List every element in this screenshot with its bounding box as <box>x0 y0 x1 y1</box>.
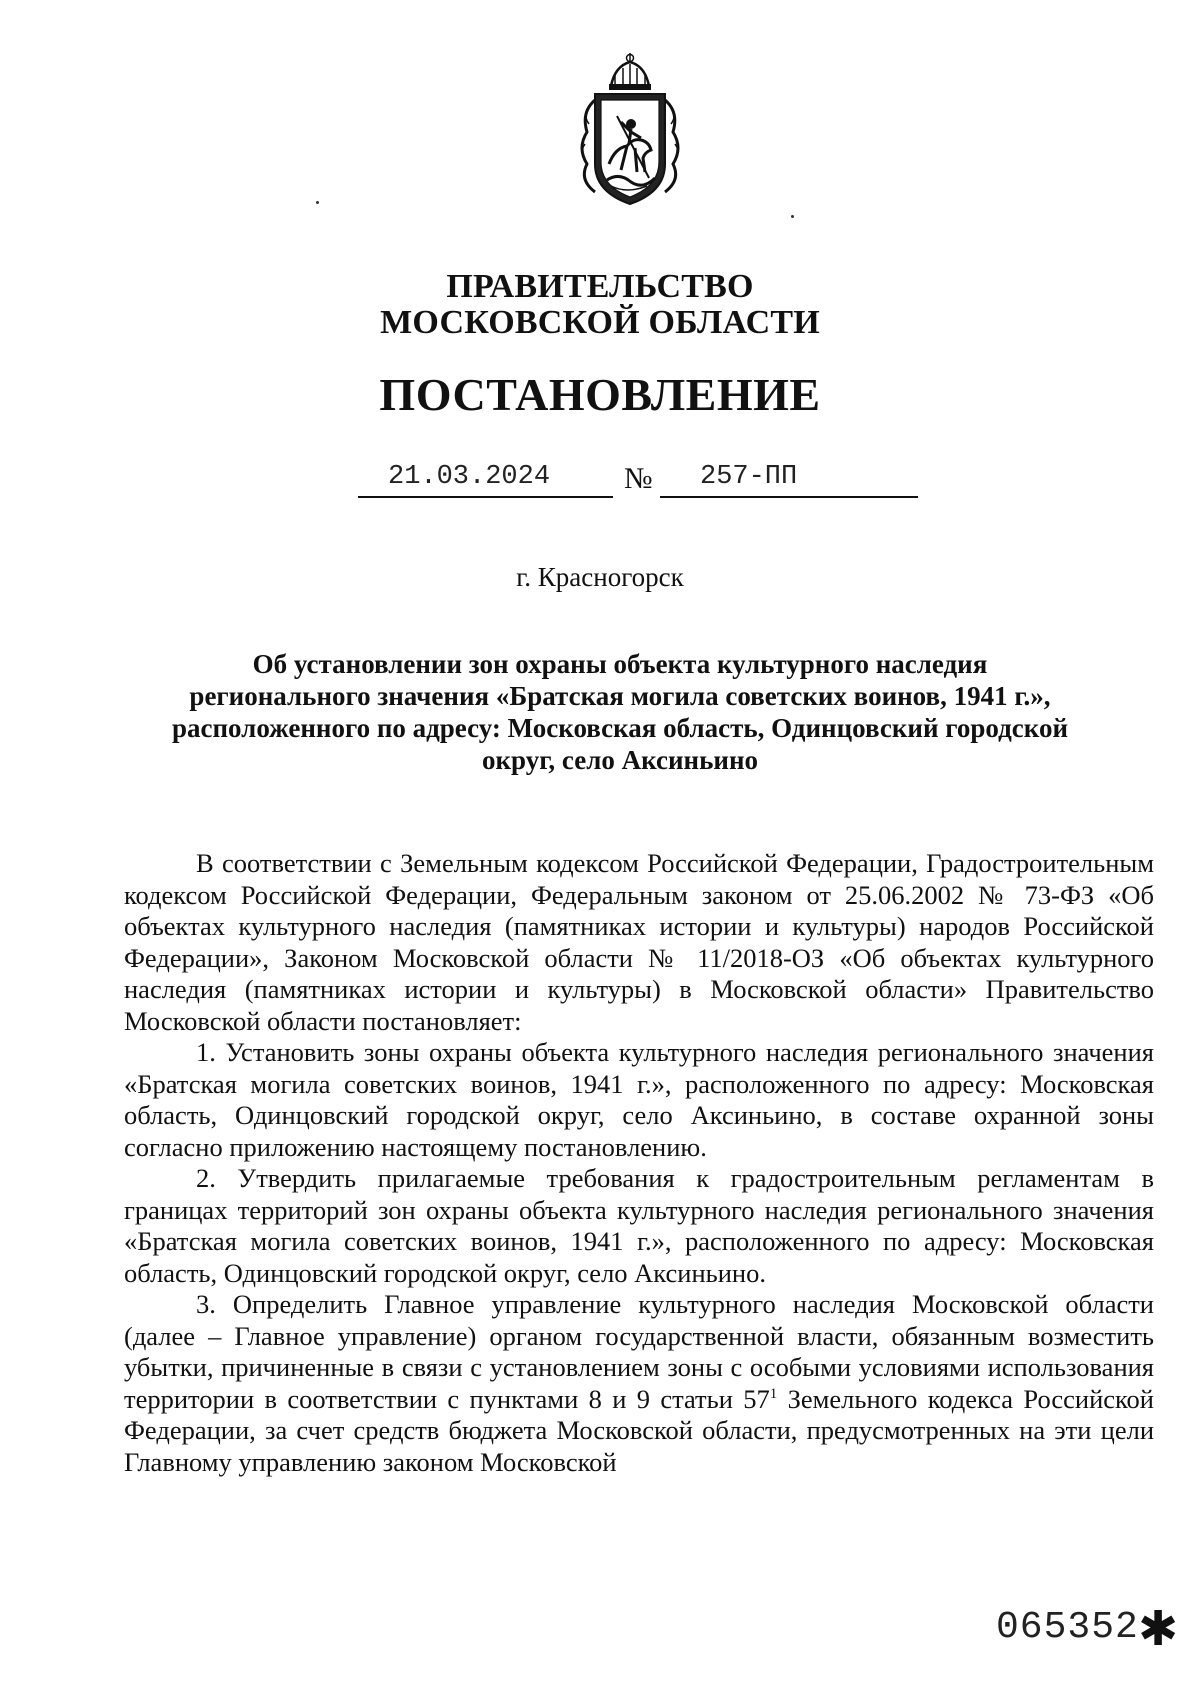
decree-body <box>124 848 1154 1478</box>
city-name: г. Красногорск <box>516 562 684 592</box>
moscow-oblast-coat-of-arms <box>571 52 689 212</box>
preamble-paragraph: В соответствии с Земельным кодексом Российской Федерации, Градостроительным кодексом Российской Федерации, Федеральным законом от 25.06.2002 № 73-ФЗ «Об объектах культурного наследия (памятниках истории и культуры) народов Российской Федерации», Законом Московской области № 11/2018-ОЗ «Об объектах культурного наследия (памятниках истории и культуры) в Московской области» Правительство Московской области постановляет: <box>124 848 1154 1036</box>
registration-date: 21.03.2024 <box>388 462 551 492</box>
number-sign: № <box>624 462 653 495</box>
subject-line: округ, село Аксиньино <box>482 745 758 775</box>
scan-speck <box>791 215 794 218</box>
clause-1-paragraph: 1. Установить зоны охраны объекта культурного наследия регионального значения «Братская могила советских воинов, 1941 г.», расположенного по адресу: Московская область, Одинцовский городской округ, село Аксиньино, в составе охранной зоны согласно приложению настоящему постановлению. <box>124 1037 1154 1162</box>
document-type-title: ПОСТАНОВЛЕНИЕ <box>379 369 821 420</box>
registration-row <box>0 462 1200 502</box>
asterisk-mark-icon: ✱ <box>1138 1603 1179 1656</box>
subject-line: регионального значения «Братская могила советских воинов, 1941 г.», <box>189 681 1051 711</box>
subject-line: расположенного по адресу: Московская область, Одинцовский городской <box>171 713 1069 743</box>
clause-3-text-start: 3. Определить Главное управление культурного наследия Московской области (далее – Главное управление) органом государственной власти, обязанным возместить убытки, причиненные в связи с установлением зоны с особыми условиями использования территории в соответствии с пунктами 8 и 9 статьи 57 <box>124 1289 1154 1414</box>
date-underline <box>358 496 613 498</box>
form-serial-number: 065352 <box>996 1606 1139 1649</box>
clause-2-paragraph: 2. Утвердить прилагаемые требования к градостроительным регламентам в границах территорий зон охраны объекта культурного наследия регионального значения «Братская могила советских воинов, 1941 г.», расположенного по адресу: Московская область, Одинцовский городской округ, село Аксиньино. <box>124 1163 1154 1288</box>
clause-3-text-end: Земельного кодекса Российской Федерации, за счет средств бюджета Московской области, предусмотренных на эти цели Главному управлению законом Московской <box>124 1383 1154 1477</box>
scan-speck <box>316 201 319 204</box>
number-underline <box>660 496 918 498</box>
government-name-line1: ПРАВИТЕЛЬСТВО <box>446 268 754 305</box>
registration-number: 257-ПП <box>700 462 798 492</box>
subject-line: Об установлении зон охраны объекта культурного наследия <box>252 649 988 679</box>
government-name-line2: МОСКОВСКОЙ ОБЛАСТИ <box>380 304 820 341</box>
clause-3-paragraph <box>124 1289 1154 1478</box>
decree-subject <box>140 648 1100 776</box>
article-superscript: 1 <box>769 1385 778 1402</box>
